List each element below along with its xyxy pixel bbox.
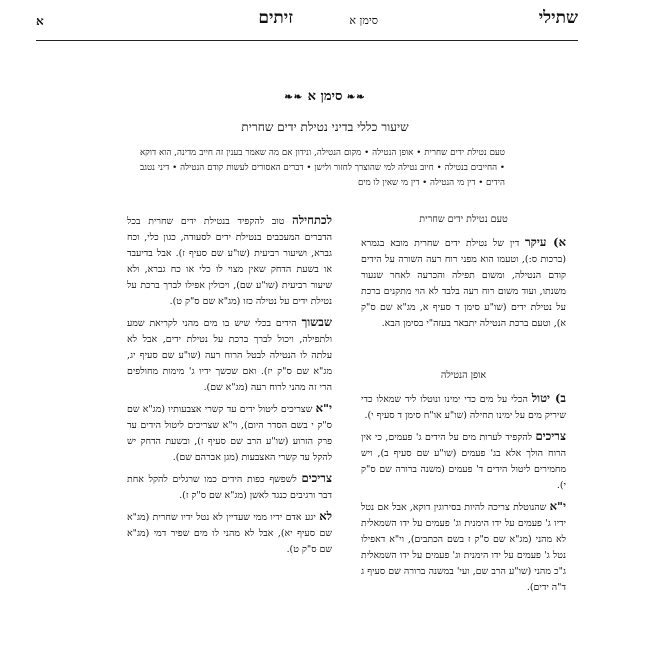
- section-title: שיעור כללי בדיני נטילת ידים שחרית: [241, 120, 409, 134]
- paragraph-text: להקפיד לערות מים על הידים ג' פעמים, כי אין הרוח הולך אלא בג' פעמים (שו"ע שם סעיף ב), ויש מחמירים ליטול הידים ד' פעמים (משנה ברורה שם ס"ק י).: [361, 432, 566, 491]
- subsection-heading: אופן הנטילה: [440, 370, 487, 381]
- ornament-icon: ❧❧: [346, 92, 366, 103]
- paragraph-text: דין של נטילת ידים שחרית מובא בגמרא (ברכות ס:), וטעמו הוא מפני רוח רעה השורה על הידים קודם הנטילה, ומשום תפילה והכרעה לאחר שנעור משנתו, ועוד משום רוח רעה בלבד לא הוי מתקנים ברכת על נטילת ידים (שו"ע סימן ד סעיף א, מג"א שם ס"ק א), וטעם ברכת הנטילה יתבאר בעזה"י בסימן הבא.: [361, 238, 566, 329]
- paragraph: [127, 470, 332, 504]
- ornament-icon: ❧❧: [284, 92, 304, 103]
- chapter-title: סימן א: [307, 89, 343, 104]
- paragraph: [361, 498, 566, 596]
- paragraph: [361, 428, 566, 494]
- topic-summary: טעם נטילת ידים שחרית • אופן הנטילה • מקום הנטילה, ונידון אם מה שאמר בענין זה חייב מדינה, הוא דוקא • החייבים בנטילה • חיוב נטילה למי שהוצרך לחזור ולישן • דברים האסורים לעשות קודם הנטילה • דיני נטגב הידים • דין מי הנטילה • דין מי שאין לו מים: [140, 148, 505, 188]
- paragraph-text: שצריכים ליטול ידים עד קשרי אצבעותיו (מג"א שם ס"ק י בשם הסדר היום), וי"א שצריכים ליטול הידים עד פרק הזרוע (שו"ע הרב שם סעיף ז), ובשעת הדחק יש להקל עד קשרי האצבעות (מגן אברהם שם).: [127, 404, 332, 463]
- paragraph-lead-word: צריכים: [535, 429, 566, 443]
- paragraph-lead-word: לכתחילה: [292, 213, 332, 227]
- paragraph: [127, 508, 332, 558]
- paragraph-text: יגע אדם ידיו ממי שעדיין לא נטל ידיו שחרית (מג"א שם סעיף יא), אבל לא מהני לו מים שפיר דמי (מג"א שם ס"ק ט).: [127, 512, 332, 555]
- chapter-heading: [0, 88, 650, 104]
- header-page-number: א: [36, 14, 44, 28]
- paragraph-text: הידים בכלי שיש בו מים מהני לקריאת שמע ולתפילה, ויכול לברך ברכת על נטילת ידים, אבל לא עלתה לו הנטילה לבטל הרוח רעה (שו"ע שם סעיף יג, מג"א שם ס"ק יז). ואם שכשך ידיו ג' מימות מחולפים הרי זה מהני לרוח רעה (מג"א שם).: [127, 318, 332, 393]
- paragraph-lead-word: ב) יטול: [531, 391, 566, 405]
- paragraph-text: הכלי על מים כדי ימינו ונוטלו ליד שמאלו כדי שיריק מים על ימינו תחילה (שו"ע או"ח סימן ד סעיף י).: [361, 394, 566, 421]
- paragraph-lead-word: א) עיקר: [525, 235, 567, 249]
- running-header: [36, 6, 578, 40]
- paragraph-text: טוב להקפיד בנטילת ידים שחרית בכל הדברים המעכבים בנטילת ידים לסעודה, כגון כלי, וכח גברא, ושיעור רביעית (שו"ע שם סעיף ז). אבל בדיעבד או בשעת הדחק שאין מצוי לו כלי או כח גברא, ולא שיעור רביעית (שו"ע שם), ויכולין אפילו לברך ברכת על נטילת ידים על נטילה כזו (מג"א שם ס"ק ט).: [127, 216, 332, 307]
- paragraph: [127, 212, 332, 310]
- header-siman: סימן א: [349, 14, 378, 27]
- paragraph: [127, 314, 332, 396]
- paragraph-lead-word: שבשוך: [301, 315, 332, 329]
- paragraph-text: שהנוטלת צריכה להיות בסירוגין דוקא, אבל אם נטל ידיו ג' פעמים על ידו הימנית וג' פעמים על ידו השמאלית לא מהני (מג"א שם ס"ק ז בשם הכתבים), וי"א דאפילו נטל ג' פעמים על ידו הימנית וג' פעמים על ידו השמאלית ג"כ מהני (שו"ע הרב שם, ועי' במשנה ברורה שם סעיף ג ד"ה ידים).: [361, 502, 566, 593]
- paragraph: [127, 400, 332, 466]
- paragraph: [361, 234, 566, 332]
- paragraph-lead-word: לא: [319, 509, 333, 523]
- subsection-heading: טעם נטילת ידים שחרית: [419, 214, 508, 225]
- paragraph-lead-word: י"א: [315, 401, 333, 415]
- header-book-title: שתילי: [538, 8, 578, 28]
- header-title: זיתים: [258, 8, 293, 28]
- paragraph-lead-word: י"א: [549, 499, 567, 513]
- paragraph: [361, 390, 566, 424]
- left-column: [127, 212, 332, 562]
- header-rule: [36, 40, 578, 41]
- paragraph-lead-word: צריכים: [301, 471, 332, 485]
- right-column: [361, 212, 566, 600]
- paragraph-text: לשפשף כפות הידים כמו שרגלים להקל אחת דבר ורגיבים כנגד לאשן (מג"א שם ס"ק ז).: [127, 474, 332, 501]
